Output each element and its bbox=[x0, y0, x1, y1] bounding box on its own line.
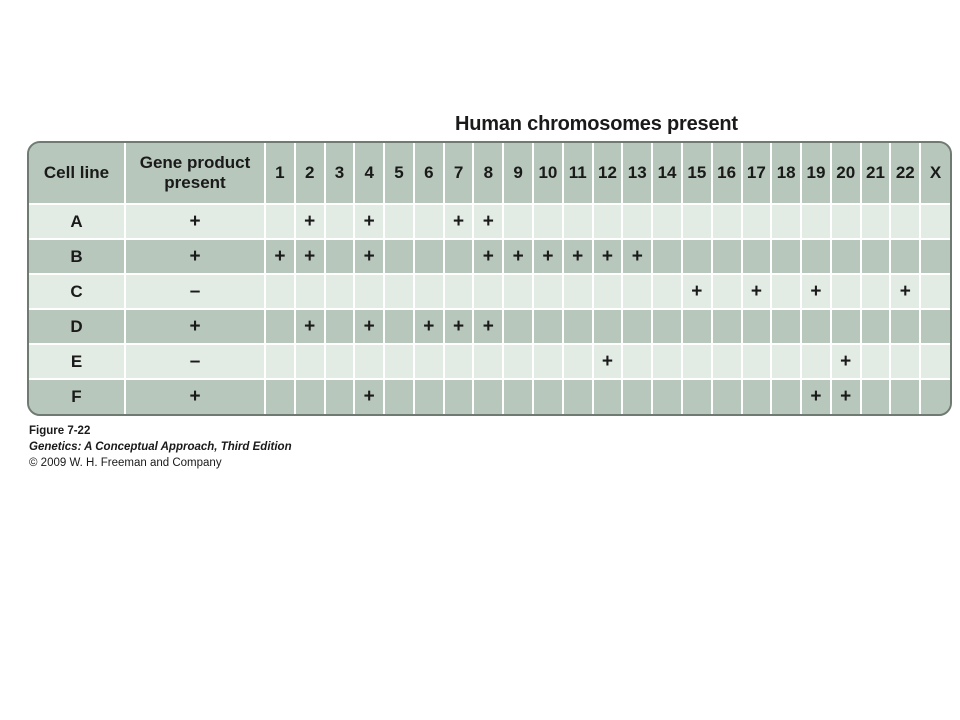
chromosome-presence: + bbox=[354, 204, 384, 239]
chromosome-presence: + bbox=[831, 344, 861, 379]
chromosome-presence: + bbox=[473, 239, 503, 274]
chromosome-presence bbox=[920, 344, 950, 379]
chromosome-presence bbox=[801, 344, 831, 379]
chromosome-presence bbox=[354, 344, 384, 379]
table-row bbox=[29, 309, 950, 344]
chromosome-presence bbox=[682, 379, 712, 414]
chromosome-presence bbox=[861, 274, 891, 309]
cell-line-label: C bbox=[29, 274, 125, 309]
chromosome-presence bbox=[622, 274, 652, 309]
figure-number: Figure 7-22 bbox=[29, 425, 91, 437]
chromosome-presence: + bbox=[742, 274, 772, 309]
chromosome-presence bbox=[325, 204, 355, 239]
chromosome-presence bbox=[890, 309, 920, 344]
chromosome-presence bbox=[503, 309, 533, 344]
chromosome-presence bbox=[890, 379, 920, 414]
chromosome-presence bbox=[801, 204, 831, 239]
chromosome-presence bbox=[712, 309, 742, 344]
chromosome-presence bbox=[622, 204, 652, 239]
chromosome-presence bbox=[265, 309, 295, 344]
table-row bbox=[29, 344, 950, 379]
gene-product-value: + bbox=[125, 309, 265, 344]
gene-product-value: + bbox=[125, 379, 265, 414]
chromosome-presence bbox=[890, 344, 920, 379]
gene-product-value: + bbox=[125, 204, 265, 239]
gene-product-value: – bbox=[125, 344, 265, 379]
chromosome-presence bbox=[652, 239, 682, 274]
chromosome-header: 13 bbox=[622, 143, 652, 204]
gene-product-value: + bbox=[125, 239, 265, 274]
chromosome-presence bbox=[861, 239, 891, 274]
chromosome-presence bbox=[801, 309, 831, 344]
chromosome-presence bbox=[563, 379, 593, 414]
chromosome-presence bbox=[861, 309, 891, 344]
chromosome-presence bbox=[325, 309, 355, 344]
chromosome-presence: + bbox=[473, 204, 503, 239]
chromosome-header: 21 bbox=[861, 143, 891, 204]
chromosome-presence: + bbox=[831, 379, 861, 414]
chromosome-presence bbox=[742, 204, 772, 239]
chromosome-presence: + bbox=[593, 239, 623, 274]
chromosome-header: 5 bbox=[384, 143, 414, 204]
chromosome-header: X bbox=[920, 143, 950, 204]
chromosome-presence bbox=[652, 379, 682, 414]
chromosome-presence bbox=[652, 344, 682, 379]
chromosome-presence: + bbox=[593, 344, 623, 379]
chromosome-presence bbox=[771, 379, 801, 414]
chromosome-presence bbox=[920, 274, 950, 309]
chromosome-presence bbox=[622, 309, 652, 344]
chromosome-header: 17 bbox=[742, 143, 772, 204]
chromosome-presence bbox=[414, 344, 444, 379]
chromosome-header: 12 bbox=[593, 143, 623, 204]
chromosome-presence bbox=[384, 204, 414, 239]
chromosome-presence bbox=[652, 204, 682, 239]
chromosome-header: 19 bbox=[801, 143, 831, 204]
chromosome-presence bbox=[533, 274, 563, 309]
chromosome-presence bbox=[384, 344, 414, 379]
chromosome-presence: + bbox=[801, 274, 831, 309]
chromosome-presence bbox=[354, 274, 384, 309]
chromosome-presence: + bbox=[414, 309, 444, 344]
chromosome-header: 2 bbox=[295, 143, 325, 204]
chromosome-presence bbox=[771, 239, 801, 274]
chromosome-presence bbox=[325, 239, 355, 274]
chromosome-presence bbox=[444, 344, 474, 379]
chromosome-header: 16 bbox=[712, 143, 742, 204]
chromosome-presence bbox=[742, 379, 772, 414]
figure-caption bbox=[29, 423, 292, 471]
chromosome-presence bbox=[444, 379, 474, 414]
chromosome-presence bbox=[295, 379, 325, 414]
table-row bbox=[29, 204, 950, 239]
chromosome-presence bbox=[593, 309, 623, 344]
chromosome-presence bbox=[563, 274, 593, 309]
chromosome-presence bbox=[414, 239, 444, 274]
gene-product-value: – bbox=[125, 274, 265, 309]
chromosome-presence: + bbox=[354, 379, 384, 414]
chromosome-presence bbox=[384, 274, 414, 309]
chromosome-presence bbox=[831, 274, 861, 309]
chromosome-header: 11 bbox=[563, 143, 593, 204]
cell-line-label: B bbox=[29, 239, 125, 274]
chromosome-presence bbox=[593, 204, 623, 239]
chromosome-presence bbox=[771, 274, 801, 309]
chromosome-presence bbox=[622, 344, 652, 379]
chromosome-header: 3 bbox=[325, 143, 355, 204]
chromosome-presence bbox=[920, 379, 950, 414]
chromosome-header: 6 bbox=[414, 143, 444, 204]
chromosome-presence bbox=[414, 379, 444, 414]
chromosome-grid bbox=[29, 143, 950, 414]
chromosome-presence bbox=[503, 344, 533, 379]
chromosome-presence: + bbox=[801, 379, 831, 414]
chromosome-presence bbox=[473, 379, 503, 414]
chromosome-presence bbox=[533, 204, 563, 239]
cell-line-label: D bbox=[29, 309, 125, 344]
chromosome-presence bbox=[563, 344, 593, 379]
chromosome-header: 14 bbox=[652, 143, 682, 204]
chromosome-presence bbox=[771, 309, 801, 344]
chromosome-presence bbox=[712, 204, 742, 239]
chromosome-presence bbox=[384, 309, 414, 344]
chromosome-presence bbox=[593, 379, 623, 414]
chromosome-presence bbox=[831, 204, 861, 239]
cell-line-label: A bbox=[29, 204, 125, 239]
header-row bbox=[29, 143, 950, 204]
gene-product-header: Gene product present bbox=[125, 143, 265, 204]
table-row bbox=[29, 274, 950, 309]
chromosome-presence bbox=[682, 204, 712, 239]
chromosome-header: 15 bbox=[682, 143, 712, 204]
chromosome-presence bbox=[265, 344, 295, 379]
chromosome-header: 1 bbox=[265, 143, 295, 204]
chromosome-presence bbox=[503, 204, 533, 239]
chromosome-presence bbox=[890, 204, 920, 239]
chromosome-header: 4 bbox=[354, 143, 384, 204]
cell-line-label: E bbox=[29, 344, 125, 379]
chromosome-presence: + bbox=[295, 239, 325, 274]
chromosome-presence bbox=[414, 274, 444, 309]
cell-line-label: F bbox=[29, 379, 125, 414]
chromosome-presence bbox=[920, 204, 950, 239]
chromosome-presence bbox=[861, 379, 891, 414]
cell-line-header: Cell line bbox=[43, 163, 110, 182]
chromosome-presence bbox=[563, 204, 593, 239]
chromosome-presence bbox=[444, 274, 474, 309]
chromosome-presence bbox=[325, 344, 355, 379]
chromosome-presence bbox=[712, 239, 742, 274]
chromosome-presence bbox=[325, 379, 355, 414]
chromosome-header: 8 bbox=[473, 143, 503, 204]
chromosome-presence bbox=[652, 274, 682, 309]
chromosome-presence bbox=[682, 309, 712, 344]
chromosome-presence bbox=[861, 204, 891, 239]
chromosome-presence: + bbox=[563, 239, 593, 274]
chromosome-presence bbox=[384, 379, 414, 414]
chromosome-presence bbox=[742, 239, 772, 274]
chromosome-header: 22 bbox=[890, 143, 920, 204]
chromosome-presence: + bbox=[354, 239, 384, 274]
chromosome-presence bbox=[712, 274, 742, 309]
chromosome-presence bbox=[503, 274, 533, 309]
chromosome-presence bbox=[473, 344, 503, 379]
chromosome-presence bbox=[503, 379, 533, 414]
chromosome-presence bbox=[742, 309, 772, 344]
chromosome-presence bbox=[831, 239, 861, 274]
chromosome-presence bbox=[682, 239, 712, 274]
chromosome-header: 20 bbox=[831, 143, 861, 204]
chromosome-presence: + bbox=[503, 239, 533, 274]
chromosome-presence: + bbox=[533, 239, 563, 274]
chromosome-presence: + bbox=[354, 309, 384, 344]
chromosome-presence bbox=[712, 379, 742, 414]
chromosome-presence bbox=[890, 239, 920, 274]
table-row bbox=[29, 239, 950, 274]
chromosome-presence bbox=[444, 239, 474, 274]
chromosome-presence bbox=[771, 204, 801, 239]
chromosome-header: 18 bbox=[771, 143, 801, 204]
chromosome-presence bbox=[265, 204, 295, 239]
chromosome-presence: + bbox=[295, 309, 325, 344]
chromosome-presence bbox=[801, 239, 831, 274]
chromosome-presence bbox=[295, 274, 325, 309]
book-title: Genetics: A Conceptual Approach, Third Edition bbox=[29, 441, 292, 453]
chromosome-header: 7 bbox=[444, 143, 474, 204]
chromosome-presence bbox=[265, 274, 295, 309]
chromosome-presence: + bbox=[444, 204, 474, 239]
chromosome-presence: + bbox=[473, 309, 503, 344]
chromosome-presence bbox=[920, 239, 950, 274]
chromosome-presence bbox=[533, 344, 563, 379]
chromosome-presence: + bbox=[295, 204, 325, 239]
chromosome-presence bbox=[861, 344, 891, 379]
chromosome-presence bbox=[771, 344, 801, 379]
chromosome-presence bbox=[265, 379, 295, 414]
chromosome-presence bbox=[593, 274, 623, 309]
chromosome-presence: + bbox=[622, 239, 652, 274]
chromosome-presence bbox=[473, 274, 503, 309]
chromosome-presence: + bbox=[682, 274, 712, 309]
table-title: Human chromosomes present bbox=[455, 113, 738, 135]
chromosome-presence: + bbox=[265, 239, 295, 274]
chromosome-presence: + bbox=[444, 309, 474, 344]
chromosome-presence: + bbox=[890, 274, 920, 309]
chromosome-presence bbox=[325, 274, 355, 309]
chromosome-presence bbox=[712, 344, 742, 379]
chromosome-presence bbox=[831, 309, 861, 344]
table-row bbox=[29, 379, 950, 414]
chromosome-presence bbox=[295, 344, 325, 379]
chromosome-header: 10 bbox=[533, 143, 563, 204]
chromosome-table bbox=[27, 141, 952, 416]
chromosome-presence bbox=[682, 344, 712, 379]
chromosome-presence bbox=[384, 239, 414, 274]
chromosome-presence bbox=[533, 309, 563, 344]
copyright: © 2009 W. H. Freeman and Company bbox=[29, 457, 222, 469]
chromosome-presence bbox=[920, 309, 950, 344]
chromosome-presence bbox=[742, 344, 772, 379]
chromosome-presence bbox=[652, 309, 682, 344]
chromosome-presence bbox=[622, 379, 652, 414]
chromosome-header: 9 bbox=[503, 143, 533, 204]
chromosome-presence bbox=[533, 379, 563, 414]
chromosome-presence bbox=[563, 309, 593, 344]
chromosome-presence bbox=[414, 204, 444, 239]
